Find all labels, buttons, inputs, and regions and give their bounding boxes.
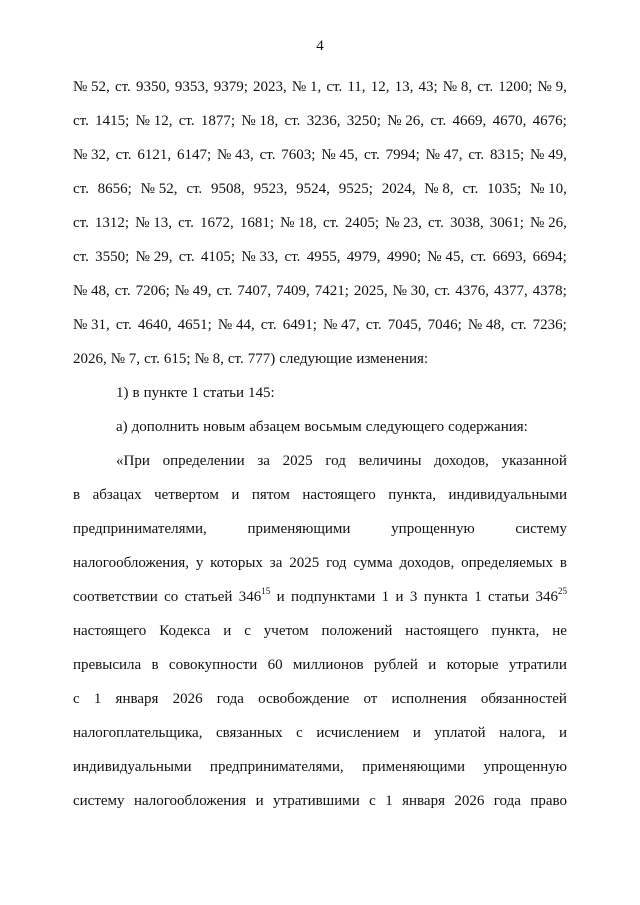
text-line [73, 274, 567, 308]
word: 3550; [95, 249, 130, 265]
word: статьи [488, 589, 530, 605]
word: налогообложения [133, 793, 247, 809]
word: восьмым [304, 419, 362, 435]
word: № 8, [424, 181, 454, 197]
word: ст. [468, 147, 485, 163]
word: 3038, [449, 215, 484, 231]
word: утратившими [273, 793, 360, 809]
word: ст. [114, 283, 131, 299]
word: право [530, 793, 567, 809]
word: изменения: [356, 351, 429, 367]
word: ст. [363, 147, 380, 163]
text-line [73, 70, 567, 104]
word: 1200; [498, 79, 533, 95]
word: 1672, [199, 215, 234, 231]
word: в [559, 555, 567, 571]
text-line [73, 138, 567, 172]
word: 3236, [306, 113, 341, 129]
text-line [73, 444, 567, 478]
word: № 10, [530, 181, 567, 197]
text-line [73, 206, 567, 240]
word: 2024, [381, 181, 416, 197]
word: четвертом [154, 487, 219, 503]
word: 6693, [492, 249, 527, 265]
word: ст. [284, 249, 301, 265]
word: 7236; [532, 317, 567, 333]
word: утратили [508, 657, 567, 673]
word: № 43, [216, 147, 254, 163]
word: систему [73, 793, 125, 809]
word: совокупности [168, 657, 258, 673]
word: обязанностей [480, 691, 567, 707]
word: 1681; [239, 215, 274, 231]
word: 7046; [427, 317, 462, 333]
word: 4651; [177, 317, 212, 333]
word: 777) [247, 351, 276, 367]
word: положений [321, 623, 393, 639]
word: 4376, [455, 283, 489, 299]
word: пятом [251, 487, 290, 503]
word: 4955, [306, 249, 341, 265]
word: ст. [186, 181, 203, 197]
word: ст. [115, 147, 132, 163]
word: пункта, [491, 623, 540, 639]
word: $346^{15}$ [238, 586, 271, 605]
word: 9523, [253, 181, 288, 197]
word: № 48, [73, 283, 110, 299]
word: исчислением [316, 725, 400, 741]
word: освобождение [258, 691, 350, 707]
word: за [269, 555, 283, 571]
text-line [73, 376, 567, 410]
word: 8656; [97, 181, 132, 197]
text-line [73, 104, 567, 138]
word: 7045, [387, 317, 422, 333]
word: за [257, 453, 270, 469]
word: «При [116, 453, 150, 469]
word: в [73, 487, 81, 503]
word: № 23, [385, 215, 422, 231]
word: пункте [143, 385, 188, 401]
word: 11, [347, 79, 366, 95]
word: 2023, [253, 79, 287, 95]
word: следующего [365, 419, 445, 435]
word: 1) [116, 385, 129, 401]
word: ст. [73, 215, 89, 231]
word: следующие [279, 351, 353, 367]
word: № 12, [135, 113, 173, 129]
word: налогообложения, [73, 555, 189, 571]
word: содержания: [448, 419, 528, 435]
word: 4670, [492, 113, 527, 129]
word: налога, [499, 725, 546, 741]
text-line [73, 784, 567, 818]
word: № 44, [217, 317, 255, 333]
word: ст. [144, 351, 160, 367]
word: 7994; [385, 147, 420, 163]
word: № 49, [530, 147, 567, 163]
word: и [276, 589, 285, 605]
word: 145: [248, 385, 275, 401]
word: ст. [73, 249, 89, 265]
word: Кодекса [159, 623, 211, 639]
word: год [325, 453, 346, 469]
word: уплатой [434, 725, 486, 741]
word: указанной [501, 453, 567, 469]
word: настоящего [73, 623, 147, 639]
word: ст. [73, 181, 89, 197]
word: № 52, [140, 181, 178, 197]
text-line [73, 648, 567, 682]
word: которые [446, 657, 499, 673]
word: 9508, [210, 181, 245, 197]
word: № 45, [427, 249, 465, 265]
word: 4378; [532, 283, 567, 299]
word: ст. [73, 113, 89, 129]
word: № 9, [537, 79, 567, 95]
word: и [428, 657, 437, 673]
word: у [195, 555, 204, 571]
word: 2026 [172, 691, 203, 707]
word: № 33, [241, 249, 279, 265]
word: 2026, [73, 351, 107, 367]
word: года [493, 793, 521, 809]
text-line [73, 716, 567, 750]
word: с [369, 793, 376, 809]
text-line [73, 546, 567, 580]
word: № 31, [73, 317, 110, 333]
word: ст. [178, 215, 194, 231]
word: № 47, [425, 147, 463, 163]
word: соответствии [73, 589, 158, 605]
word: предпринимателями, [73, 521, 207, 537]
word: ст. [114, 79, 131, 95]
word: 60 [267, 657, 283, 673]
word: 7409, [276, 283, 310, 299]
word: статьей [184, 589, 233, 605]
word: № 47, [322, 317, 360, 333]
word: и [223, 623, 232, 639]
word: 4990; [386, 249, 421, 265]
word: 4979, [346, 249, 381, 265]
word: в [132, 385, 140, 401]
word: с [73, 691, 80, 707]
word: 7603; [281, 147, 316, 163]
text-line [73, 512, 567, 546]
text-line [73, 240, 567, 274]
word: 3 [409, 589, 418, 605]
document-body [73, 70, 567, 818]
word: упрощенную [391, 521, 475, 537]
word: определении [162, 453, 245, 469]
word: 4377, [493, 283, 528, 299]
word: ст. [284, 113, 301, 129]
word: ст. [216, 283, 233, 299]
word: сумма [353, 555, 393, 571]
word: 615; [163, 351, 191, 367]
word: и [255, 793, 264, 809]
word: и [231, 487, 240, 503]
word: пункта [423, 589, 468, 605]
word: связанных [215, 725, 283, 741]
word: подпунктами [291, 589, 376, 605]
word: № 45, [321, 147, 359, 163]
text-line [73, 580, 567, 614]
text-line [73, 342, 567, 376]
word: дополнить [131, 419, 200, 435]
word: со [164, 589, 179, 605]
word: № 48, [467, 317, 505, 333]
word: от [363, 691, 378, 707]
text-line [73, 750, 567, 784]
word: $346^{25}$ [535, 586, 567, 605]
word: определяемых [461, 555, 554, 571]
word: 43; [418, 79, 438, 95]
word: 1 [381, 589, 390, 605]
word: ст. [510, 317, 527, 333]
word: 1035; [487, 181, 522, 197]
text-line [73, 478, 567, 512]
word: индивидуальными [448, 487, 567, 503]
word: рублей [373, 657, 418, 673]
word: исполнения [391, 691, 467, 707]
text-line [73, 614, 567, 648]
word: ст. [178, 113, 195, 129]
word: 2026 [454, 793, 485, 809]
word: 9525; [338, 181, 373, 197]
word: 4676; [532, 113, 567, 129]
word: 9350, [135, 79, 170, 95]
word: 8315; [490, 147, 525, 163]
word: ст. [365, 317, 382, 333]
word: № 26, [530, 215, 567, 231]
word: 6121, [137, 147, 172, 163]
word: миллионов [292, 657, 364, 673]
word: 7206; [135, 283, 170, 299]
page-number: 4 [316, 38, 324, 54]
word: № 49, [174, 283, 212, 299]
word: ст. [178, 249, 195, 265]
word: ст. [115, 317, 132, 333]
word: а) [116, 419, 128, 435]
word: № 8, [442, 79, 473, 95]
word: № 29, [135, 249, 173, 265]
word: 4105; [200, 249, 236, 265]
word: 1 [93, 691, 102, 707]
word: № 8, [194, 351, 224, 367]
word: 2025 [289, 555, 320, 571]
word: ст. [477, 79, 494, 95]
word: упрощенную [483, 759, 567, 775]
word: № 32, [73, 147, 110, 163]
word: индивидуальными [73, 759, 192, 775]
word: ст. [227, 351, 244, 367]
word: ст. [470, 249, 487, 265]
word: 6491; [282, 317, 317, 333]
word: систему [515, 521, 567, 537]
word: применяющими [362, 759, 466, 775]
word: 1 [191, 385, 199, 401]
text-line [73, 172, 567, 206]
word: и [412, 725, 421, 741]
word: статьи [202, 385, 245, 401]
word: 1877; [200, 113, 236, 129]
word: 9353, [174, 79, 209, 95]
word: № 18, [241, 113, 279, 129]
word: настоящего [302, 487, 376, 503]
word: 2025 [282, 453, 313, 469]
word: ст. [428, 215, 444, 231]
word: величины [358, 453, 422, 469]
word: 12, [370, 79, 390, 95]
word: абзацах [92, 487, 142, 503]
word: учетом [263, 623, 309, 639]
word: № 13, [135, 215, 172, 231]
word: превысила [73, 657, 142, 673]
text-line [73, 410, 567, 444]
word: с [244, 623, 251, 639]
word: ст. [462, 181, 479, 197]
word: 13, [394, 79, 414, 95]
word: ст. [430, 113, 447, 129]
word: 1312; [94, 215, 130, 231]
word: 1 [474, 589, 482, 605]
word: и [395, 589, 404, 605]
text-line [73, 308, 567, 342]
word: и [558, 725, 567, 741]
word: 7407, [237, 283, 272, 299]
word: № 30, [392, 283, 430, 299]
word: № 7, [110, 351, 141, 367]
word: 4640, [137, 317, 172, 333]
word: 4669, [452, 113, 487, 129]
word: новым [203, 419, 246, 435]
word: абзацем [249, 419, 301, 435]
word: ст. [260, 317, 277, 333]
word: которых [210, 555, 263, 571]
word: ст. [326, 79, 343, 95]
word: № 26, [387, 113, 425, 129]
word: 1415; [95, 113, 130, 129]
word: предпринимателями, [209, 759, 344, 775]
word: не [552, 623, 567, 639]
word: 3061; [489, 215, 524, 231]
word: 3250; [346, 113, 381, 129]
word: настоящего [405, 623, 479, 639]
word: доходов, [399, 555, 455, 571]
word: 9524, [296, 181, 330, 197]
word: января [115, 691, 159, 707]
word: № 18, [280, 215, 317, 231]
word: 1 [385, 793, 393, 809]
word: в [151, 657, 159, 673]
word: 6694; [532, 249, 567, 265]
word: 2025, [353, 283, 388, 299]
word: года [216, 691, 244, 707]
word: 9379; [213, 79, 248, 95]
word: ст. [322, 215, 339, 231]
word: доходов, [434, 453, 489, 469]
word: 2405; [344, 215, 380, 231]
word: № 1, [291, 79, 322, 95]
word: с [296, 725, 303, 741]
word: применяющими [247, 521, 351, 537]
word: ст. [259, 147, 276, 163]
word: год [326, 555, 347, 571]
word: ст. [434, 283, 451, 299]
word: № 52, [73, 79, 110, 95]
word: налогоплательщика, [73, 725, 203, 741]
word: пункта, [388, 487, 436, 503]
word: января [402, 793, 445, 809]
word: 6147; [176, 147, 212, 163]
text-line [73, 682, 567, 716]
word: 7421; [314, 283, 349, 299]
